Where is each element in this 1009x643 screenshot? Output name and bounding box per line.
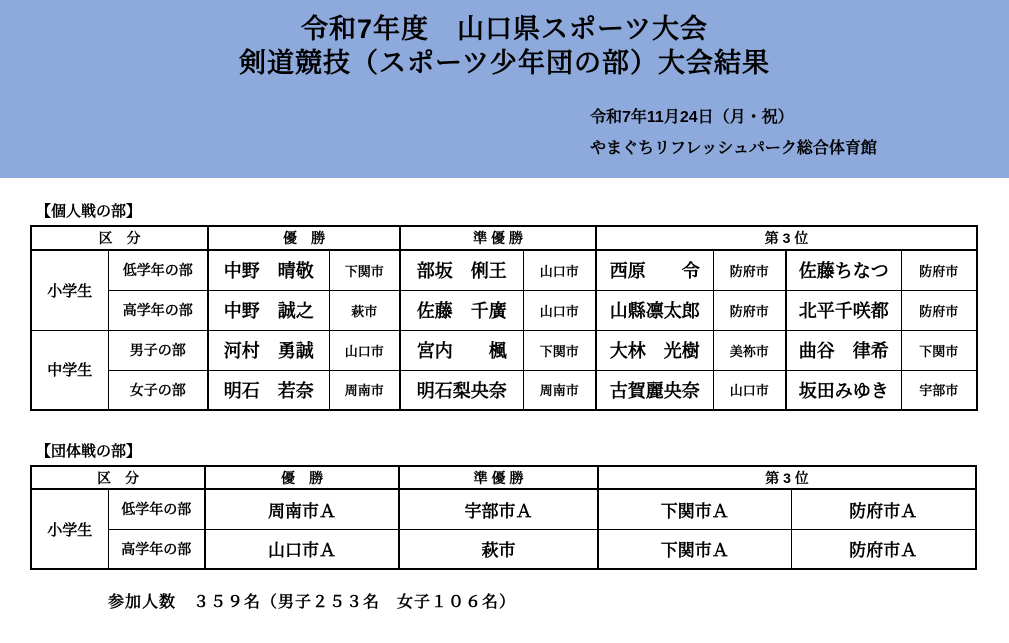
runner-up-team-cell: 宇部市Ａ [399, 489, 598, 529]
division-cell: 高学年の部 [108, 529, 205, 569]
header-category: 区 分 [31, 466, 205, 489]
third2-city-cell: 防府市 [901, 250, 977, 290]
header-champion: 優 勝 [208, 226, 400, 250]
third1-name-cell: 山縣凛太郎 [596, 290, 713, 330]
division-cell: 男子の部 [108, 330, 208, 370]
table-row [31, 330, 977, 370]
team-results-table [30, 465, 977, 570]
table-header-row [31, 226, 977, 250]
event-date: 令和7年11月24日（月・祝） [590, 109, 794, 126]
champion-name-cell: 中野 誠之 [208, 290, 329, 330]
header-runner-up: 準 優 勝 [400, 226, 596, 250]
runner-up-city-cell: 下関市 [523, 330, 596, 370]
group-cell: 中学生 [31, 330, 108, 410]
page-title [0, 0, 1009, 81]
table-row [31, 529, 976, 569]
third2-city-cell: 防府市 [901, 290, 977, 330]
group-cell: 小学生 [31, 250, 108, 330]
champion-name-cell: 中野 晴敬 [208, 250, 329, 290]
header-champion: 優 勝 [205, 466, 399, 489]
individual-section-label: 【個人戦の部】 [36, 203, 142, 220]
champion-name-cell: 明石 若奈 [208, 370, 329, 410]
champion-city-cell: 下関市 [329, 250, 400, 290]
table-row [31, 290, 977, 330]
page-title-line-2: 剣道競技（スポーツ少年団の部）大会結果 [239, 47, 770, 78]
runner-up-name-cell: 部坂 俐王 [400, 250, 523, 290]
champion-team-cell: 周南市Ａ [205, 489, 399, 529]
table-row [31, 489, 976, 529]
third2-team-cell: 防府市Ａ [791, 489, 976, 529]
runner-up-city-cell: 周南市 [523, 370, 596, 410]
third1-team-cell: 下関市Ａ [598, 529, 791, 569]
group-cell: 小学生 [31, 489, 108, 569]
third1-name-cell: 西原 令 [596, 250, 713, 290]
page-title-line-1: 令和7年度 山口県スポーツ大会 [301, 14, 708, 44]
third1-city-cell: 防府市 [713, 290, 786, 330]
header-third-place: 第 3 位 [598, 466, 976, 489]
header-third-place: 第 3 位 [596, 226, 977, 250]
third2-name-cell: 曲谷 律希 [786, 330, 901, 370]
champion-city-cell: 周南市 [329, 370, 400, 410]
third2-name-cell: 佐藤ちなつ [786, 250, 901, 290]
individual-results-section [30, 200, 978, 411]
table-header-row [31, 466, 976, 489]
champion-city-cell: 山口市 [329, 330, 400, 370]
third2-city-cell: 宇部市 [901, 370, 977, 410]
third1-name-cell: 古賀麗央奈 [596, 370, 713, 410]
runner-up-name-cell: 宮内 楓 [400, 330, 523, 370]
division-cell: 低学年の部 [108, 250, 208, 290]
third1-city-cell: 山口市 [713, 370, 786, 410]
runner-up-team-cell: 萩市 [399, 529, 598, 569]
team-section-label: 【団体戦の部】 [36, 443, 142, 460]
third1-name-cell: 大林 光樹 [596, 330, 713, 370]
individual-results-table [30, 225, 978, 411]
division-cell: 女子の部 [108, 370, 208, 410]
third1-city-cell: 美祢市 [713, 330, 786, 370]
header-category: 区 分 [31, 226, 208, 250]
third2-team-cell: 防府市Ａ [791, 529, 976, 569]
third2-name-cell: 北平千咲都 [786, 290, 901, 330]
table-row [31, 370, 977, 410]
third2-name-cell: 坂田みゆき [786, 370, 901, 410]
event-meta [590, 102, 877, 164]
third2-city-cell: 下関市 [901, 330, 977, 370]
banner [0, 0, 1009, 178]
event-venue: やまぐちリフレッシュパーク総合体育館 [590, 140, 877, 158]
runner-up-city-cell: 山口市 [523, 250, 596, 290]
participants-count: 参加人数 ３５９名（男子２５３名 女子１０６名） [108, 594, 517, 611]
third1-team-cell: 下関市Ａ [598, 489, 791, 529]
division-cell: 低学年の部 [108, 489, 205, 529]
third1-city-cell: 防府市 [713, 250, 786, 290]
champion-city-cell: 萩市 [329, 290, 400, 330]
header-runner-up: 準 優 勝 [399, 466, 598, 489]
division-cell: 高学年の部 [108, 290, 208, 330]
champion-name-cell: 河村 勇誠 [208, 330, 329, 370]
runner-up-name-cell: 明石梨央奈 [400, 370, 523, 410]
champion-team-cell: 山口市Ａ [205, 529, 399, 569]
table-row [31, 250, 977, 290]
team-results-section [30, 440, 977, 570]
runner-up-city-cell: 山口市 [523, 290, 596, 330]
runner-up-name-cell: 佐藤 千廣 [400, 290, 523, 330]
